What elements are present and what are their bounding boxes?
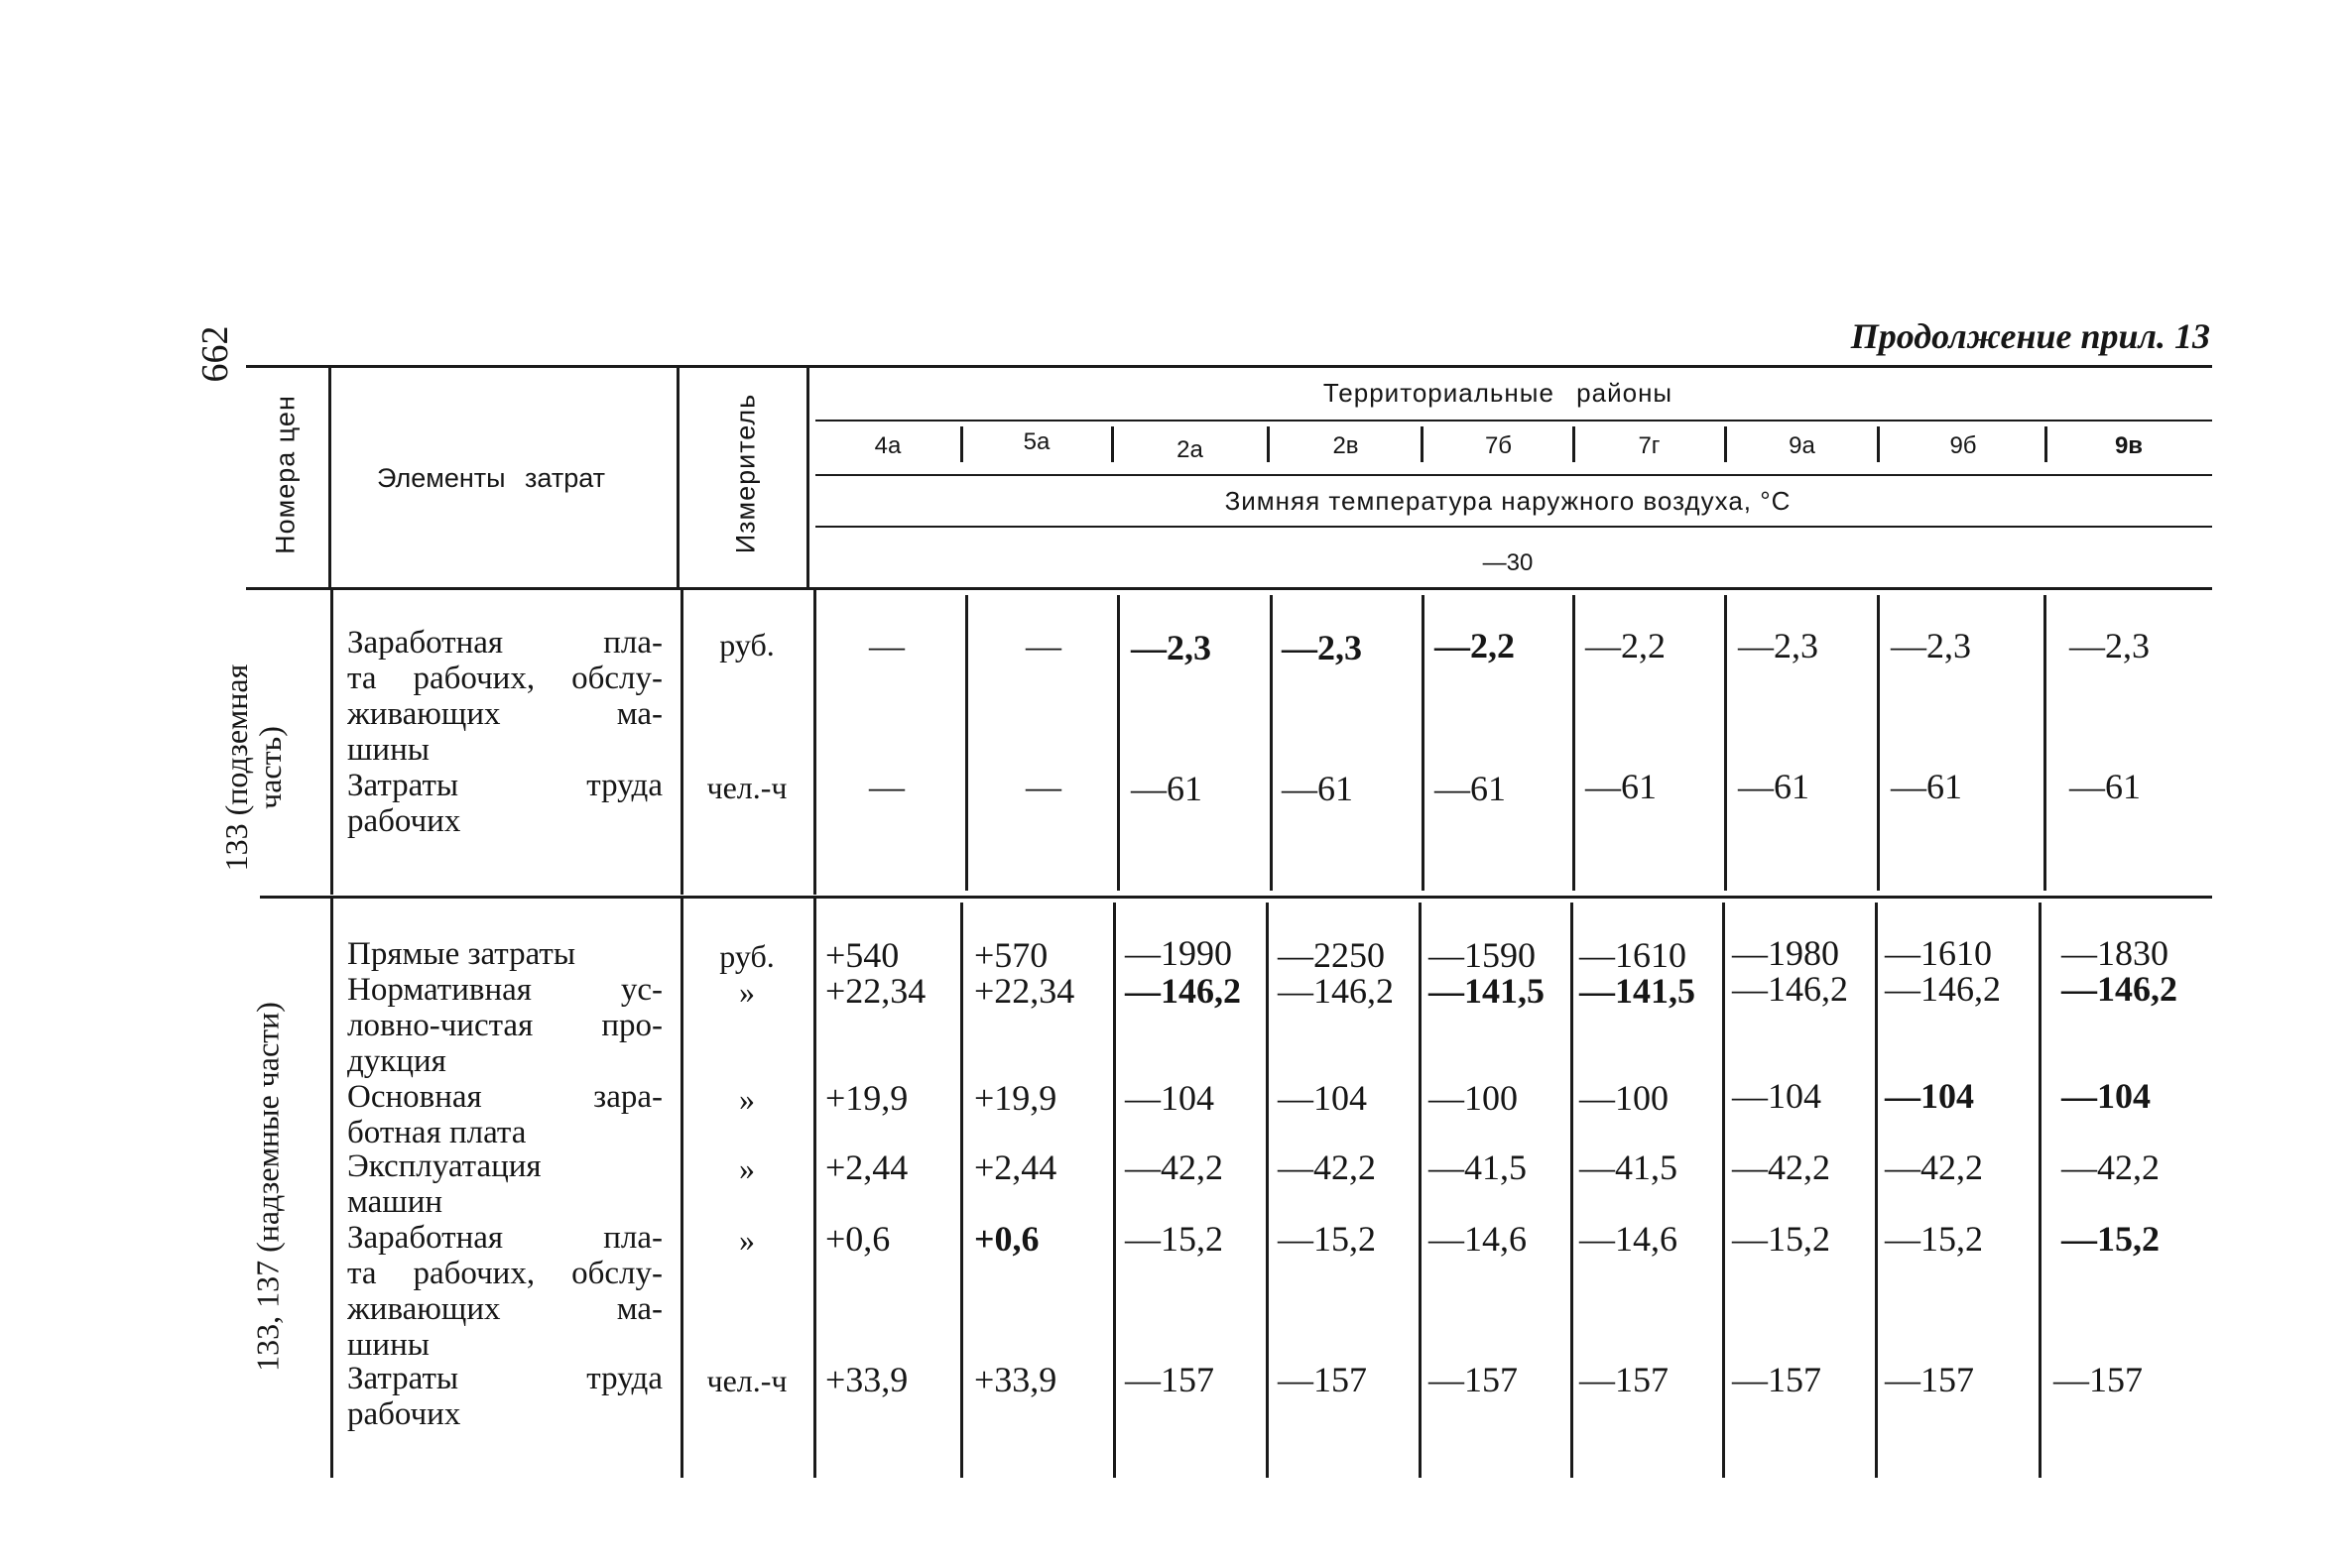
section-label-underground: 133 (подземная часть) [218,663,288,872]
unit-cell: руб. [719,938,775,974]
value-cell: —146,2 [1885,969,2001,1009]
region-4a: 4а [874,432,902,459]
value-cell: —14,6 [1428,1219,1527,1259]
value-cell: — [869,767,905,806]
value-cell: —42,2 [1885,1147,1983,1187]
region-5a: 5а [1023,428,1051,455]
value-cell: —42,2 [1278,1147,1376,1187]
page-number: 662 [194,325,236,383]
value-cell: —1590 [1428,935,1536,975]
value-cell: +570 [974,935,1049,975]
value-cell: — [869,626,905,665]
value-cell: —2,3 [1131,628,1211,667]
value-cell: +0,6 [825,1219,891,1259]
region-7g: 7г [1638,432,1661,459]
value-cell: —61 [1131,769,1202,808]
element-label: Заработная пла- та рабочих, обслу- живающих ма- шины [347,625,663,768]
value-cell: +540 [825,935,900,975]
region-2a: 2а [1176,436,1203,463]
value-cell: —61 [1585,767,1657,806]
value-cell: —146,2 [1125,971,1241,1011]
value-cell: —2,3 [1738,626,1818,665]
value-cell: +33,9 [825,1360,909,1399]
value-cell: —2,3 [1282,628,1362,667]
header-price-numbers: Номера цен [270,395,301,554]
header-temp-value: —30 [1482,549,1534,576]
value-cell: —104 [2061,1076,2151,1116]
element-label: Эксплуатация машин [347,1148,542,1220]
value-cell: +19,9 [825,1078,909,1118]
value-cell: —42,2 [2061,1147,2160,1187]
header-territorial: Территориальные районы [1322,378,1673,408]
region-9v: 9в [2114,432,2144,459]
value-cell: — [1026,767,1061,806]
section-label-aboveground: 133, 137 (надземные части) [249,1002,286,1372]
element-label: Прямые затраты [347,936,576,972]
value-cell: —14,6 [1579,1219,1677,1259]
value-cell: —61 [1282,769,1353,808]
value-cell: —146,2 [1278,971,1394,1011]
value-cell: +22,34 [825,971,927,1011]
value-cell: +22,34 [974,971,1075,1011]
value-cell: +0,6 [974,1219,1040,1259]
unit-cell: руб. [719,627,775,663]
value-cell: —157 [1125,1360,1214,1399]
continuation-title: Продолжение прил. 13 [1850,316,2210,356]
value-cell: — [1026,626,1061,665]
element-label: Затраты труда рабочих [347,768,663,839]
unit-cell: » [739,974,755,1010]
value-cell: —157 [1428,1360,1518,1399]
value-cell: —104 [1278,1078,1367,1118]
value-cell: —157 [1885,1360,1974,1399]
value-cell: —1610 [1579,935,1686,975]
region-9a: 9а [1789,432,1815,459]
value-cell: —61 [1738,767,1809,806]
value-cell: —42,2 [1732,1147,1830,1187]
element-label: Затраты труда рабочих [347,1361,663,1432]
value-cell: —104 [1732,1076,1821,1116]
unit-cell: чел.-ч [706,1363,788,1398]
value-cell: —2,2 [1434,626,1515,665]
value-cell: —15,2 [1125,1219,1223,1259]
value-cell: —2,3 [1891,626,1971,665]
value-cell: +19,9 [974,1078,1057,1118]
region-9b: 9б [1949,432,1977,459]
value-cell: —15,2 [2061,1219,2160,1259]
value-cell: —61 [2069,767,2141,806]
value-cell: +2,44 [825,1147,909,1187]
value-cell: —100 [1428,1078,1518,1118]
value-cell: —157 [1732,1360,1821,1399]
value-cell: —104 [1885,1076,1974,1116]
value-cell: —1990 [1125,933,1232,973]
unit-cell: » [739,1150,755,1186]
unit-cell: » [739,1081,755,1117]
value-cell: +33,9 [974,1360,1057,1399]
value-cell: —100 [1579,1078,1669,1118]
value-cell: —2250 [1278,935,1385,975]
value-cell: —61 [1434,769,1506,808]
header-unit: Измеритель [730,393,761,554]
value-cell: —146,2 [2061,969,2177,1009]
unit-cell: чел.-ч [706,770,788,805]
value-cell: —157 [2053,1360,2143,1399]
header-winter-temp: Зимняя температура наружного воздуха, °С [1224,486,1792,516]
value-cell: —15,2 [1732,1219,1830,1259]
value-cell: —141,5 [1579,971,1695,1011]
value-cell: —1610 [1885,933,1992,973]
value-cell: —141,5 [1428,971,1545,1011]
value-cell: —157 [1579,1360,1669,1399]
value-cell: —1980 [1732,933,1839,973]
unit-cell: » [739,1222,755,1258]
value-cell: —61 [1891,767,1962,806]
value-cell: —1830 [2061,933,2168,973]
value-cell: +2,44 [974,1147,1057,1187]
value-cell: —41,5 [1579,1147,1677,1187]
value-cell: —104 [1125,1078,1214,1118]
element-label: Основная зара- ботная плата [347,1079,663,1150]
value-cell: —15,2 [1278,1219,1376,1259]
header-elements: Элементы затрат [377,463,606,493]
value-cell: —157 [1278,1360,1367,1399]
value-cell: —41,5 [1428,1147,1527,1187]
region-7b: 7б [1484,432,1513,459]
value-cell: —15,2 [1885,1219,1983,1259]
value-cell: —2,2 [1585,626,1666,665]
element-label: Нормативная ус- ловно-чистая про- дукция [347,972,663,1079]
region-2v: 2в [1332,432,1359,459]
value-cell: —42,2 [1125,1147,1223,1187]
value-cell: —146,2 [1732,969,1848,1009]
element-label: Заработная пла- та рабочих, обслу- живающих ма- шины [347,1220,663,1363]
value-cell: —2,3 [2069,626,2150,665]
